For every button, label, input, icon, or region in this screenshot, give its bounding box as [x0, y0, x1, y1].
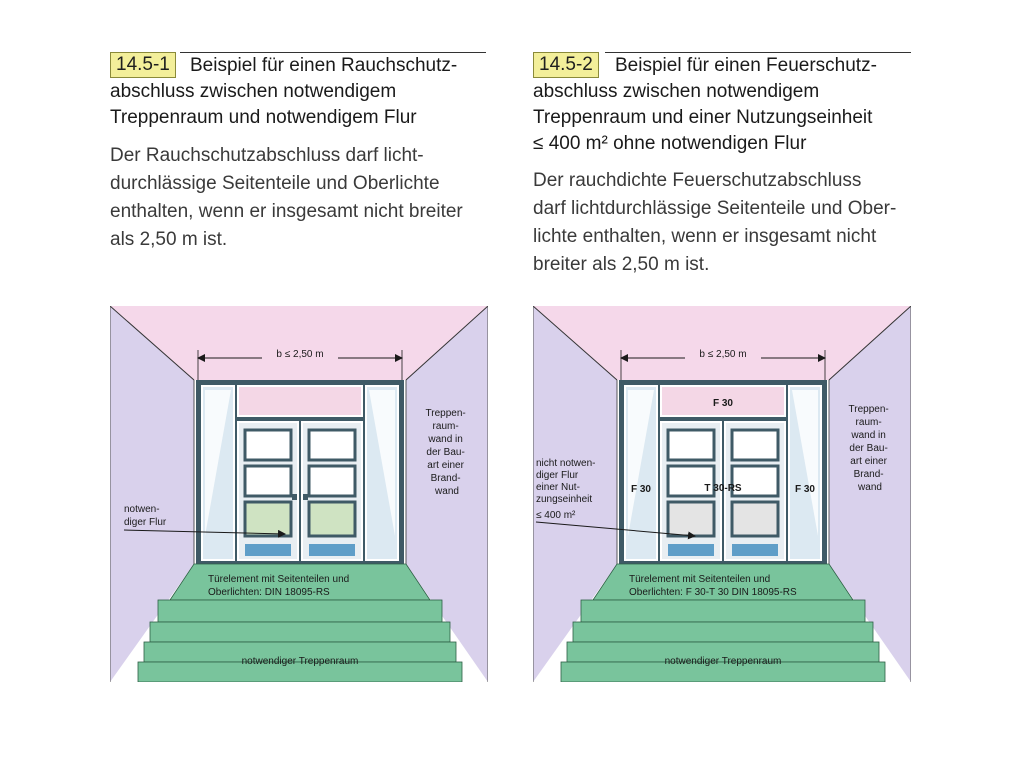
- transom: [238, 386, 362, 416]
- figure-title: [110, 53, 490, 131]
- desc-line: durchlässige Seitenteile und Oberlichte: [110, 173, 440, 194]
- diagram-right: [533, 306, 911, 682]
- stair-step: [581, 600, 865, 622]
- kick-plate: [668, 544, 714, 556]
- dimension-label: b ≤ 2,50 m: [276, 349, 324, 360]
- title-line: abschluss zwischen notwendigem: [110, 81, 397, 102]
- stair-step: [150, 622, 450, 642]
- transom-rating: F 30: [712, 398, 734, 409]
- sidelight-rating-right: F 30: [794, 484, 816, 495]
- stair-step: [158, 600, 442, 622]
- corridor-label: notwen- diger Flur: [124, 504, 167, 528]
- figure-description: [110, 142, 463, 254]
- dimension-label: b ≤ 2,50 m: [699, 349, 747, 360]
- sidelight-rating-left: F 30: [630, 484, 652, 495]
- door-element-label: Türelement mit Seitenteilen und Oberlichten: DIN 18095-RS: [208, 574, 350, 598]
- door-element-label: Türelement mit Seitenteilen und Oberlichten: F 30-T 30 DIN 18095-RS: [629, 574, 797, 598]
- stair-step: [573, 622, 873, 642]
- title-line: ≤ 400 m² ohne notwendigen Flur: [533, 133, 807, 154]
- desc-line: enthalten, wenn er insgesamt nicht breiter: [110, 201, 463, 222]
- title-line: Treppenraum und notwendigem Flur: [110, 107, 417, 128]
- kick-plate: [732, 544, 778, 556]
- wall-label: Treppen- raum- wand in der Bau- art einer Brand- wand: [848, 404, 889, 493]
- door-handle: [303, 494, 308, 500]
- kick-plate: [245, 544, 291, 556]
- door-rating: T 30-RS: [704, 483, 742, 494]
- figure-number: 14.5-2: [533, 52, 599, 78]
- title-line: Treppenraum und einer Nutzungseinheit: [533, 107, 873, 128]
- unit-label: nicht notwen- diger Flur einer Nut- zungseinheit ≤ 400 m²: [536, 458, 596, 521]
- caption-left: [110, 52, 490, 262]
- diagram-left: [110, 306, 488, 682]
- wall-label: Treppen- raum- wand in der Bau- art einer Brand- wand: [425, 408, 466, 497]
- figure-description: [533, 167, 896, 279]
- desc-line: Der rauchdichte Feuerschutzabschluss: [533, 170, 862, 191]
- desc-line: Der Rauchschutzabschluss darf licht-: [110, 145, 424, 166]
- desc-line: breiter als 2,50 m ist.: [533, 254, 710, 275]
- door-handle: [292, 494, 297, 500]
- title-line: Beispiel für einen Feuerschutz-: [615, 55, 877, 76]
- figure-title: [533, 53, 913, 157]
- title-line: Beispiel für einen Rauchschutz-: [190, 55, 458, 76]
- stair-label: notwendiger Treppenraum: [241, 656, 359, 667]
- kick-plate: [309, 544, 355, 556]
- stair-label: notwendiger Treppenraum: [664, 656, 782, 667]
- caption-right: [533, 52, 913, 282]
- figure-number: 14.5-1: [110, 52, 176, 78]
- title-line: abschluss zwischen notwendigem: [533, 81, 820, 102]
- desc-line: lichte enthalten, wenn er insgesamt nicht: [533, 226, 877, 247]
- desc-line: darf lichtdurchlässige Seitenteile und Ober-: [533, 198, 897, 219]
- desc-line: als 2,50 m ist.: [110, 229, 228, 250]
